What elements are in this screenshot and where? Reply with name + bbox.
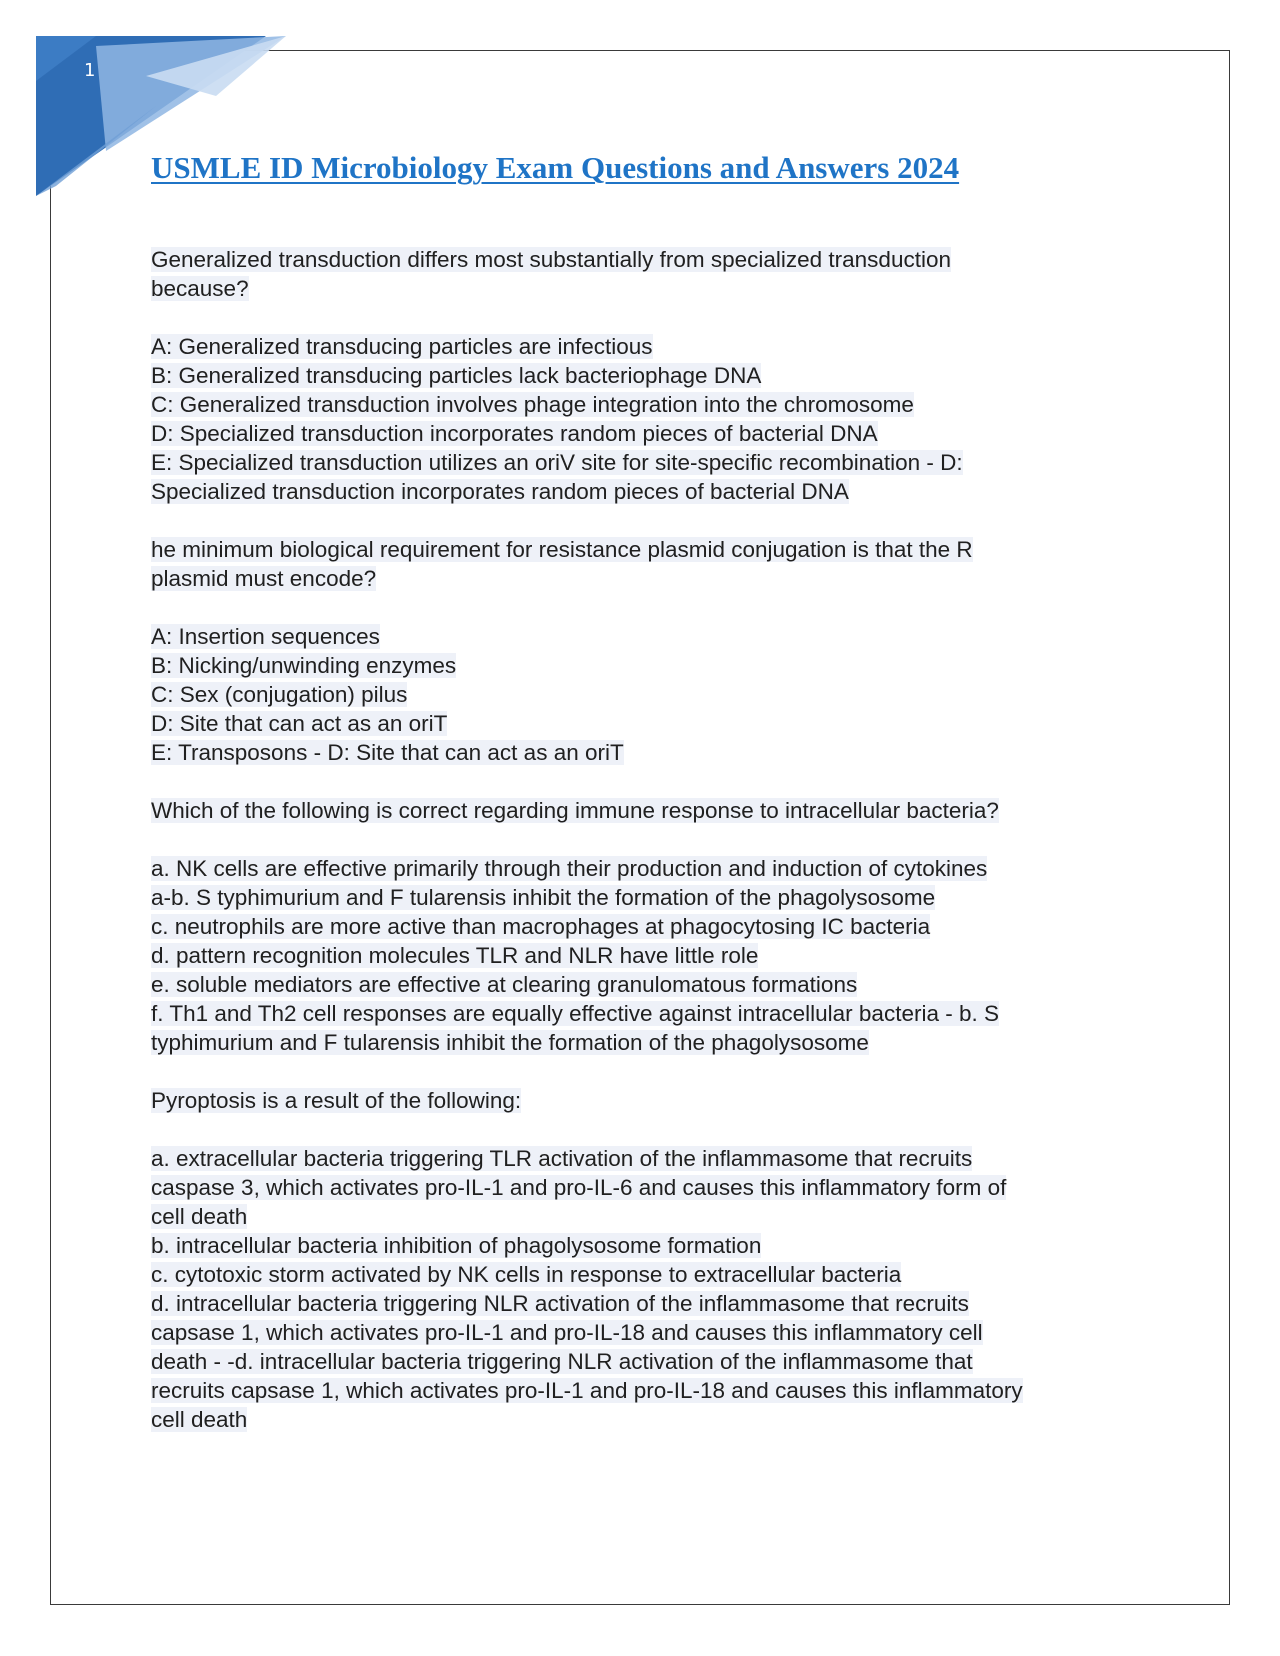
- answer-option: death - -d. intracellular bacteria triggering NLR activation of the inflammasome that: [151, 1349, 973, 1374]
- answer-option: a. NK cells are effective primarily through their production and induction of cytokines: [151, 856, 988, 881]
- answer-option: B: Nicking/unwinding enzymes: [151, 653, 457, 678]
- answer-option: recruits capsase 1, which activates pro-IL-1 and pro-IL-18 and causes this inflammatory: [151, 1378, 1023, 1403]
- answer-option: D: Specialized transduction incorporates random pieces of bacterial DNA: [151, 421, 878, 446]
- answer-option: e. soluble mediators are effective at clearing granulomatous formations: [151, 972, 858, 997]
- question-line: Generalized transduction differs most substantially from specialized transduction: [151, 247, 951, 272]
- answer-option: cell death: [151, 1407, 248, 1432]
- answer-option: c. neutrophils are more active than macrophages at phagocytosing IC bacteria: [151, 914, 931, 939]
- question-line: Which of the following is correct regarding immune response to intracellular bacteria?: [151, 798, 999, 823]
- question-block: [151, 796, 1151, 1057]
- answer-option: b. intracellular bacteria inhibition of phagolysosome formation: [151, 1233, 762, 1258]
- answer-options: [151, 622, 1151, 767]
- document-title: USMLE ID Microbiology Exam Questions and Answers 2024: [151, 150, 960, 185]
- question-line: because?: [151, 276, 249, 301]
- answer-option: a. extracellular bacteria triggering TLR activation of the inflammasome that recruits: [151, 1146, 973, 1171]
- question-line: Pyroptosis is a result of the following:: [151, 1088, 522, 1113]
- answer-option: cell death: [151, 1204, 248, 1229]
- question-stem: [151, 245, 1151, 303]
- answer-option: C: Sex (conjugation) pilus: [151, 682, 408, 707]
- answer-options: [151, 332, 1151, 506]
- answer-option: E: Transposons - D: Site that can act as an oriT: [151, 740, 624, 765]
- answer-options: [151, 854, 1151, 1057]
- answer-option: D: Site that can act as an oriT: [151, 711, 448, 736]
- question-block: [151, 245, 1151, 506]
- answer-option: c. cytotoxic storm activated by NK cells in response to extracellular bacteria: [151, 1262, 902, 1287]
- answer-option: caspase 3, which activates pro-IL-1 and pro-IL-6 and causes this inflammatory form of: [151, 1175, 1007, 1200]
- answer-option: capsase 1, which activates pro-IL-1 and pro-IL-18 and causes this inflammatory cell: [151, 1320, 983, 1345]
- answer-option: a-b. S typhimurium and F tularensis inhibit the formation of the phagolysosome: [151, 885, 936, 910]
- question-stem: [151, 1086, 1151, 1115]
- answer-option: d. pattern recognition molecules TLR and NLR have little role: [151, 943, 759, 968]
- question-block: [151, 1086, 1151, 1434]
- answer-option: A: Insertion sequences: [151, 624, 380, 649]
- page-number: 1: [84, 60, 96, 81]
- question-stem: [151, 535, 1151, 593]
- answer-option: E: Specialized transduction utilizes an oriV site for site-specific recombination - D:: [151, 450, 963, 475]
- answer-options: [151, 1144, 1151, 1434]
- answer-option: d. intracellular bacteria triggering NLR activation of the inflammasome that recruits: [151, 1291, 969, 1316]
- answer-option: typhimurium and F tularensis inhibit the formation of the phagolysosome: [151, 1030, 869, 1055]
- answer-option: C: Generalized transduction involves phage integration into the chromosome: [151, 392, 914, 417]
- question-stem: [151, 796, 1151, 825]
- answer-option: f. Th1 and Th2 cell responses are equally effective against intracellular bacteria - b. S: [151, 1001, 999, 1026]
- answer-option: B: Generalized transducing particles lack bacteriophage DNA: [151, 363, 762, 388]
- document-body: [151, 245, 1151, 1463]
- answer-option: A: Generalized transducing particles are infectious: [151, 334, 653, 359]
- question-line: plasmid must encode?: [151, 566, 377, 591]
- question-line: he minimum biological requirement for resistance plasmid conjugation is that the R: [151, 537, 973, 562]
- question-block: [151, 535, 1151, 767]
- answer-option: Specialized transduction incorporates random pieces of bacterial DNA: [151, 479, 849, 504]
